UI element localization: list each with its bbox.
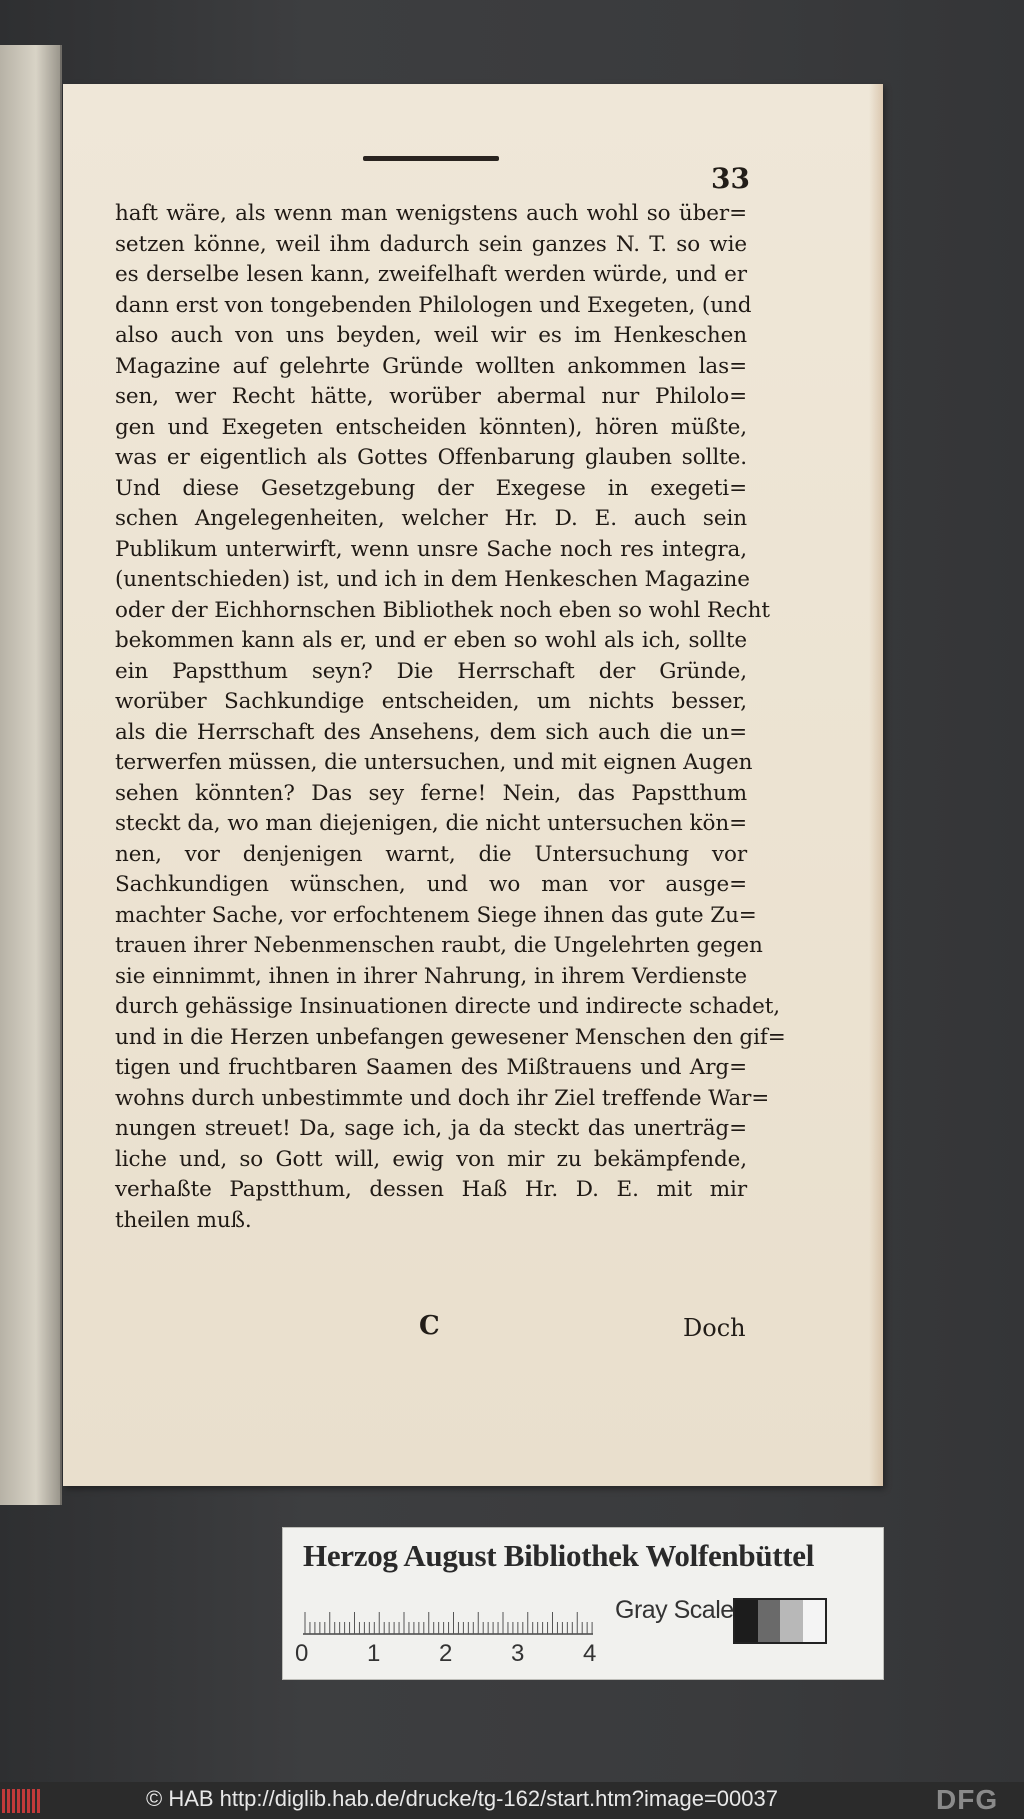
text-line: Magazine auf gelehrte Gründe wollten ankommen las=: [115, 353, 747, 379]
text-line: sie einnimmt, ihnen in ihrer Nahrung, in ihrem Verdienste: [115, 963, 747, 989]
text-line: es derselbe lesen kann, zweifelhaft werden würde, und er: [115, 262, 747, 287]
gray-scale-label: Gray Scale: [615, 1596, 734, 1624]
text-line: schen Angelegenheiten, welcher Hr. D. E. auch sein: [115, 506, 747, 531]
footer-bar: [0, 1782, 1024, 1819]
book-page: [63, 84, 883, 1486]
text-line: Sachkundigen wünschen, und wo man vor ausge=: [115, 872, 747, 897]
text-line: wohns durch unbestimmte und doch ihr Ziel treffende War=: [115, 1085, 770, 1111]
gray-swatch-cell: [803, 1600, 826, 1642]
library-name: Herzog August Bibliothek Wolfenbüttel: [303, 1538, 815, 1573]
text-line: sehen könnten? Das sey ferne! Nein, das Papstthum: [115, 780, 747, 806]
header-rule: [363, 156, 499, 161]
ruler-number: 2: [439, 1640, 453, 1667]
text-line: terwerfen müssen, die untersuchen, und mit eignen Augen: [115, 750, 753, 775]
ruler-number: 3: [511, 1640, 525, 1667]
text-line: gen und Exegeten entscheiden könnten), hören müßte,: [115, 414, 747, 440]
text-line: nen, vor denjenigen warnt, die Untersuchung vor: [115, 841, 747, 867]
text-line: steckt da, wo man diejenigen, die nicht untersuchen kön=: [115, 811, 747, 836]
text-line: oder der Eichhornschen Bibliothek noch eben so wohl Recht: [115, 597, 770, 623]
text-line: setzen könne, weil ihm dadurch sein ganzes N. T. so wie: [115, 231, 747, 257]
previous-page-edge: [0, 45, 62, 1505]
text-line: durch gehässige Insinuationen directe und indirecte schadet,: [115, 994, 780, 1019]
text-line: theilen muß.: [115, 1207, 252, 1233]
ruler-numbers: [283, 1640, 603, 1670]
text-line: worüber Sachkundige entscheiden, um nichts besser,: [115, 689, 747, 714]
text-line: sen, wer Recht hätte, worüber abermal nur Philolo=: [115, 384, 747, 409]
page-text: [115, 199, 786, 1236]
gray-scale-swatch: [733, 1598, 827, 1644]
text-line: dann erst von tongebenden Philologen und Exegeten, (und: [115, 292, 752, 318]
text-line: also auch von uns beyden, weil wir es im Henkeschen: [115, 323, 747, 348]
text-line: nungen streuet! Da, sage ich, ja da steckt das unerträg=: [115, 1116, 747, 1141]
gray-swatch-cell: [780, 1600, 803, 1642]
text-line: (unentschieden) ist, und ich in dem Henkeschen Magazine: [115, 567, 750, 592]
ruler-number: 0: [295, 1640, 309, 1667]
library-color-card: [282, 1527, 884, 1680]
page-number: 33: [711, 162, 750, 195]
text-line: bekommen kann als er, und er eben so wohl als ich, sollte: [115, 628, 747, 653]
text-line: was er eigentlich als Gottes Offenbarung glauben sollte.: [115, 445, 747, 470]
text-line: machter Sache, vor erfochtenem Siege ihnen das gute Zu=: [115, 902, 757, 928]
catchword: Doch: [683, 1314, 746, 1342]
text-line: Publikum unterwirft, wenn unsre Sache noch res integra,: [115, 536, 747, 562]
text-line: und in die Herzen unbefangen gewesener Menschen den gif=: [115, 1024, 786, 1050]
ruler-number: 4: [583, 1640, 597, 1667]
text-line: trauen ihrer Nebenmenschen raubt, die Ungelehrten gegen: [115, 933, 763, 958]
copyright-credit: © HAB http://diglib.hab.de/drucke/tg-162/start.htm?image=00037: [146, 1786, 778, 1811]
text-line: tigen und fruchtbaren Saamen des Mißtrauens und Arg=: [115, 1055, 747, 1080]
text-line: Und diese Gesetzgebung der Exegese in exegeti=: [115, 475, 747, 501]
dfg-logo: DFG: [936, 1784, 999, 1815]
digitization-logo-icon: [2, 1787, 46, 1814]
signature-mark: C: [419, 1311, 440, 1341]
gray-swatch-cell: [735, 1600, 758, 1642]
text-line: haft wäre, als wenn man wenigstens auch wohl so über=: [115, 201, 747, 226]
text-line: verhaßte Papstthum, dessen Haß Hr. D. E. mit mir: [115, 1177, 747, 1202]
ruler-number: 1: [367, 1640, 381, 1667]
gray-swatch-cell: [758, 1600, 781, 1642]
text-line: ein Papstthum seyn? Die Herrschaft der Gründe,: [115, 658, 747, 684]
ruler-scale: [303, 1596, 593, 1636]
text-line: liche und, so Gott will, ewig von mir zu bekämpfende,: [115, 1146, 747, 1172]
text-line: als die Herrschaft des Ansehens, dem sich auch die un=: [115, 719, 747, 745]
